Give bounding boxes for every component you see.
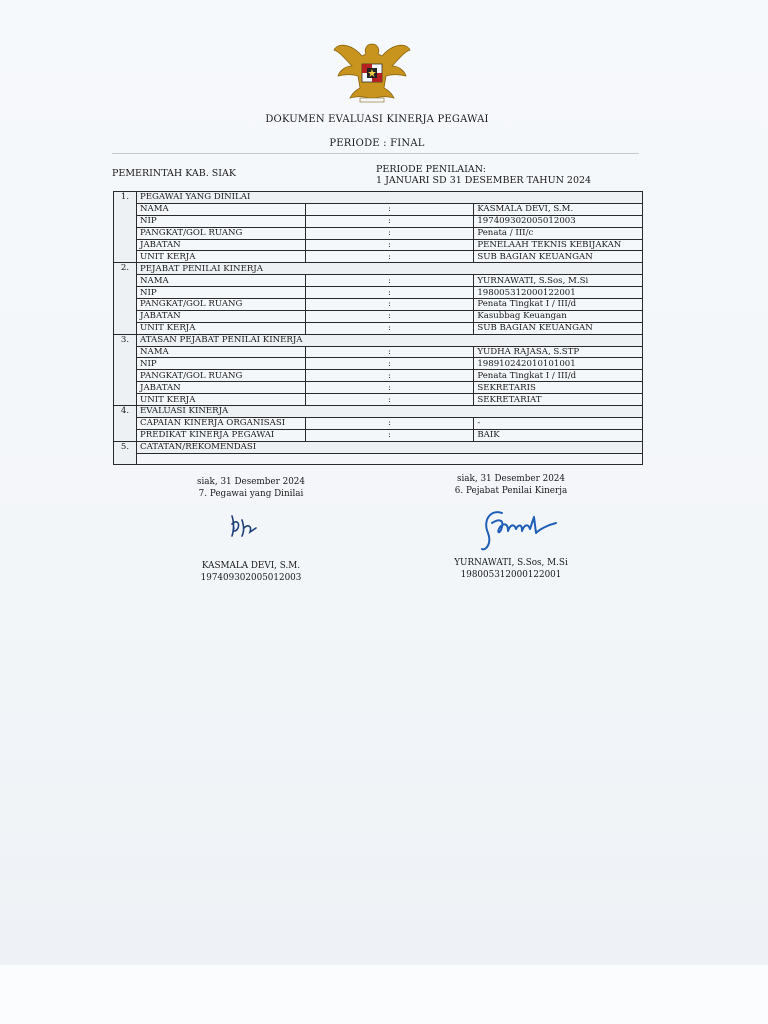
table-row	[114, 251, 643, 263]
field-value: 198910242010101001	[474, 358, 643, 370]
colon-separator: :	[305, 322, 474, 334]
section-title: PEJABAT PENILAI KINERJA	[137, 263, 643, 275]
section-header-row	[114, 406, 643, 418]
section-number: 3.	[114, 334, 137, 405]
field-value: PENELAAH TEKNIS KEBIJAKAN	[474, 239, 643, 251]
periode-heading: PERIODE : FINAL	[329, 138, 425, 149]
colon-separator: :	[305, 215, 474, 227]
signature-right-icon	[478, 505, 562, 555]
field-value: YURNAWATI, S.Sos, M.Si	[474, 275, 643, 287]
field-label: NIP	[137, 287, 306, 299]
section-title: EVALUASI KINERJA	[137, 406, 643, 418]
colon-separator: :	[305, 287, 474, 299]
table-row	[114, 322, 643, 334]
section-title: PEGAWAI YANG DINILAI	[137, 192, 643, 204]
instansi-label: PEMERINTAH KAB. SIAK	[112, 168, 237, 179]
document-title: DOKUMEN EVALUASI KINERJA PEGAWAI	[265, 114, 489, 125]
section-header-row	[114, 441, 643, 453]
colon-separator: :	[305, 275, 474, 287]
field-value: SEKRETARIAT	[474, 394, 643, 406]
section-number: 2.	[114, 263, 137, 334]
evaluation-table	[113, 191, 643, 465]
field-value: -	[474, 417, 643, 429]
colon-separator: :	[305, 239, 474, 251]
colon-separator: :	[305, 429, 474, 441]
field-value: Penata Tingkat I / III/d	[474, 370, 643, 382]
section-number: 1.	[114, 192, 137, 263]
section-header-row	[114, 192, 643, 204]
sign-date: siak, 31 Desember 2024	[196, 477, 306, 487]
field-value: YUDHA RAJASA, S.STP	[474, 346, 643, 358]
sign-date: siak, 31 Desember 2024	[456, 474, 566, 484]
signer-nip: 197409302005012003	[200, 573, 302, 583]
sign-role: 6. Pejabat Penilai Kinerja	[454, 486, 568, 496]
field-value: Kasubbag Keuangan	[474, 310, 643, 322]
field-label: NAMA	[137, 346, 306, 358]
section-header-row	[114, 263, 643, 275]
table-row	[114, 370, 643, 382]
field-label: CAPAIAN KINERJA ORGANISASI	[137, 417, 306, 429]
table-row	[114, 382, 643, 394]
field-value: Penata / III/c	[474, 227, 643, 239]
periode-value: 1 JANUARI SD 31 DESEMBER TAHUN 2024	[376, 175, 592, 186]
notes-area	[137, 453, 643, 464]
signer-name: YURNAWATI, S.Sos, M.Si	[454, 558, 568, 568]
field-value: BAIK	[474, 429, 643, 441]
signer-nip: 198005312000122001	[460, 570, 562, 580]
field-label: PREDIKAT KINERJA PEGAWAI	[137, 429, 306, 441]
table-row	[114, 215, 643, 227]
colon-separator: :	[305, 382, 474, 394]
section-header-row	[114, 334, 643, 346]
field-label: UNIT KERJA	[137, 394, 306, 406]
colon-separator: :	[305, 417, 474, 429]
table-row	[114, 299, 643, 311]
field-value: Penata Tingkat I / III/d	[474, 299, 643, 311]
field-label: JABATAN	[137, 310, 306, 322]
table-row	[114, 417, 643, 429]
table-row	[114, 275, 643, 287]
field-label: UNIT KERJA	[137, 251, 306, 263]
section-title: ATASAN PEJABAT PENILAI KINERJA	[137, 334, 643, 346]
colon-separator: :	[305, 394, 474, 406]
field-label: PANGKAT/GOL RUANG	[137, 299, 306, 311]
field-label: PANGKAT/GOL RUANG	[137, 370, 306, 382]
colon-separator: :	[305, 251, 474, 263]
section-number: 5.	[114, 441, 137, 464]
colon-separator: :	[305, 310, 474, 322]
table-row	[114, 287, 643, 299]
section-number: 4.	[114, 406, 137, 442]
garuda-emblem-icon	[330, 36, 414, 106]
field-label: JABATAN	[137, 239, 306, 251]
field-value: 198005312000122001	[474, 287, 643, 299]
field-label: PANGKAT/GOL RUANG	[137, 227, 306, 239]
colon-separator: :	[305, 203, 474, 215]
field-label: NIP	[137, 358, 306, 370]
colon-separator: :	[305, 227, 474, 239]
field-value: SUB BAGIAN KEUANGAN	[474, 322, 643, 334]
periode-label: PERIODE PENILAIAN:	[376, 164, 486, 175]
table-row	[114, 394, 643, 406]
colon-separator: :	[305, 299, 474, 311]
signature-block-left	[176, 476, 326, 500]
periode-penilaian	[376, 164, 591, 186]
table-row	[114, 346, 643, 358]
table-row	[114, 227, 643, 239]
table-row	[114, 239, 643, 251]
signer-name: KASMALA DEVI, S.M.	[201, 561, 301, 571]
colon-separator: :	[305, 358, 474, 370]
signer-left	[176, 560, 326, 584]
table-row	[114, 310, 643, 322]
field-label: NIP	[137, 215, 306, 227]
field-value: KASMALA DEVI, S.M.	[474, 203, 643, 215]
colon-separator: :	[305, 346, 474, 358]
colon-separator: :	[305, 370, 474, 382]
field-value: 197409302005012003	[474, 215, 643, 227]
table-row	[114, 358, 643, 370]
section-title: CATATAN/REKOMENDASI	[137, 441, 643, 453]
field-value: SUB BAGIAN KEUANGAN	[474, 251, 643, 263]
table-row	[114, 429, 643, 441]
signer-right	[436, 557, 586, 581]
table-row	[114, 203, 643, 215]
sign-role: 7. Pegawai yang Dinilai	[198, 489, 304, 499]
field-label: NAMA	[137, 275, 306, 287]
field-label: NAMA	[137, 203, 306, 215]
field-label: JABATAN	[137, 382, 306, 394]
signature-block-right	[436, 473, 586, 497]
blank-row	[114, 453, 643, 464]
field-label: UNIT KERJA	[137, 322, 306, 334]
divider	[112, 153, 639, 154]
field-value: SEKRETARIS	[474, 382, 643, 394]
scan-margin	[0, 965, 768, 1024]
signature-left-icon	[226, 510, 262, 540]
